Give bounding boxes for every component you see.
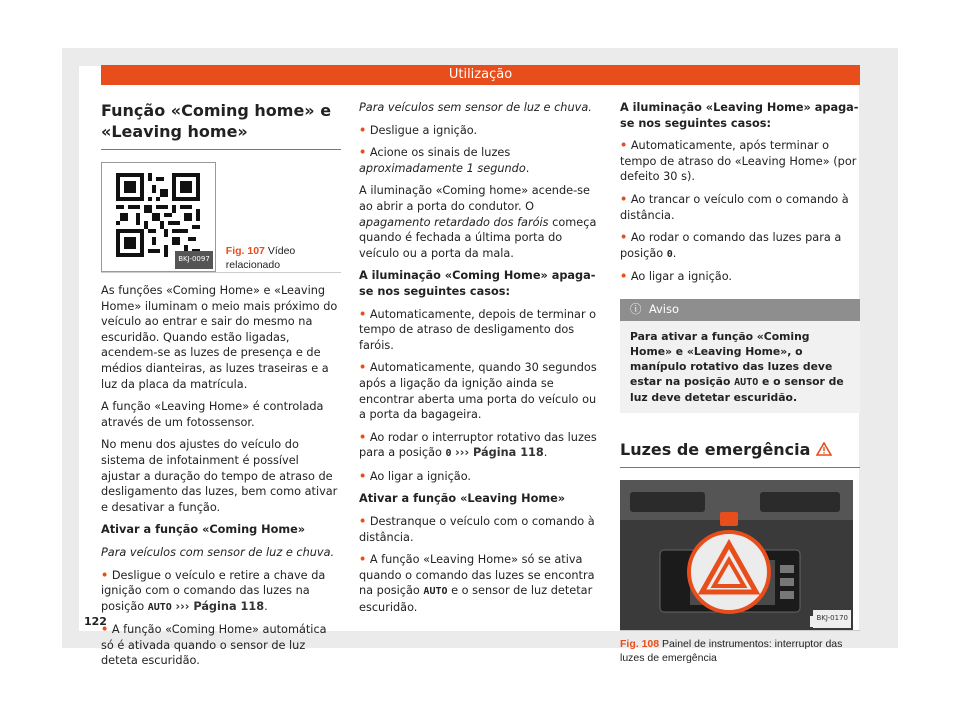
list-item: • Ao rodar o comando das luzes para a posição 0. bbox=[620, 231, 842, 260]
paragraph bbox=[359, 183, 603, 261]
bullet-icon: • bbox=[620, 270, 628, 284]
notice-header bbox=[620, 299, 860, 321]
list-text: A função «Leaving Home» só se ativa quando o comando das luzes se encontra na posição bbox=[359, 553, 595, 598]
zero-symbol: 0 bbox=[666, 248, 673, 260]
notice-text: Para ativar a função «Coming Home» e «Leaving Home», o manípulo rotativo das luzes deve estar na posição bbox=[630, 329, 833, 388]
bullet-icon: • bbox=[359, 553, 367, 567]
notice-body bbox=[620, 321, 860, 413]
zero-symbol: 0 bbox=[445, 448, 452, 460]
qr-code-icon bbox=[116, 173, 200, 257]
subheading: A iluminação «Leaving Home» apaga-se nos seguintes casos: bbox=[620, 101, 859, 130]
list-item: • Ao rodar o interruptor rotativo das luzes para a posição 0 ››› Página 118. bbox=[359, 430, 597, 460]
list-text: Automaticamente, depois de terminar o tempo de atraso de desligamento dos faróis. bbox=[359, 307, 597, 352]
notice-box bbox=[620, 299, 860, 413]
condition-note: Para veículos sem sensor de luz e chuva. bbox=[359, 101, 592, 114]
list-item bbox=[620, 269, 860, 285]
figure-caption bbox=[620, 630, 860, 665]
paragraph: A função «Leaving Home» é controlada através de um fotossensor. bbox=[101, 400, 324, 429]
bullet-icon: • bbox=[101, 623, 109, 637]
bullet-icon: • bbox=[359, 361, 367, 375]
paragraph-text: começa quando é fechada a última porta do veículo ou a porta da mala. bbox=[359, 215, 597, 260]
column-1 bbox=[101, 100, 341, 676]
list-item bbox=[359, 469, 603, 485]
info-icon: ⓘ bbox=[630, 301, 642, 316]
section-header: Utilização bbox=[101, 65, 860, 85]
page-number: 122 bbox=[84, 615, 107, 628]
list-item bbox=[359, 360, 603, 422]
list-item bbox=[620, 192, 860, 223]
list-text: Automaticamente, quando 30 segundos após a ligação da ignição ainda se encontrar aberta uma porta do veículo ou a porta da bagageira. bbox=[359, 361, 597, 422]
list-item bbox=[359, 552, 603, 615]
bullet-icon: • bbox=[359, 469, 367, 483]
figure-107 bbox=[101, 162, 341, 273]
page-link[interactable]: ››› Página 118 bbox=[455, 446, 544, 460]
column-3 bbox=[620, 100, 860, 665]
bullet-icon: • bbox=[359, 515, 367, 529]
figure-caption-text: Vídeo relacionado bbox=[225, 245, 296, 271]
list-text: Ao ligar a ignição. bbox=[369, 469, 472, 483]
bullet-icon: • bbox=[359, 307, 367, 321]
list-text: Automaticamente, após terminar o tempo de atraso do «Leaving Home» (por defeito 30 s). bbox=[620, 139, 857, 184]
condition-note: Para veículos com sensor de luz e chuva. bbox=[101, 545, 335, 559]
subheading: A iluminação «Coming Home» apaga-se nos seguintes casos: bbox=[359, 269, 596, 298]
section-heading-text: Luzes de emergência bbox=[620, 439, 811, 459]
warning-triangle-icon bbox=[816, 442, 832, 456]
column-2 bbox=[359, 100, 603, 623]
hazard-switch-photo bbox=[620, 480, 853, 630]
section-heading: Função «Coming home» e «Leaving home» bbox=[101, 100, 341, 150]
bullet-icon: • bbox=[101, 568, 109, 582]
list-item bbox=[359, 307, 603, 354]
list-text: Acione os sinais de luzes bbox=[369, 146, 511, 160]
list-text: Ao trancar o veículo com o comando à distância. bbox=[620, 192, 849, 222]
list-item bbox=[101, 622, 341, 669]
figure-caption bbox=[216, 244, 341, 272]
list-text: A função «Coming Home» automática só é ativada quando o sensor de luz deteta escuridão. bbox=[101, 623, 327, 668]
notice-text: e o sensor de luz deve detetar escuridão. bbox=[630, 374, 844, 404]
bullet-icon: • bbox=[359, 123, 367, 137]
subheading: Ativar a função «Coming Home» bbox=[101, 523, 306, 537]
list-text: Desligue o veículo e retire a chave da ignição com o comando das luzes na posição bbox=[101, 568, 326, 613]
figure-tag: BKJ-0097 bbox=[175, 251, 213, 269]
bullet-icon: • bbox=[620, 231, 628, 245]
paragraph-italic: apagamento retardado dos faróis bbox=[359, 215, 549, 229]
list-item: • Desligue o veículo e retire a chave da ignição com o comando das luzes na posição AUTO ››› Página 118. bbox=[101, 568, 326, 613]
bullet-icon: • bbox=[620, 139, 628, 153]
figure-number: Fig. 107 bbox=[225, 245, 265, 257]
section-heading bbox=[620, 439, 860, 468]
notice-title: Aviso bbox=[648, 301, 680, 316]
list-text-italic: aproximadamente 1 segundo bbox=[359, 161, 526, 175]
auto-symbol: AUTO bbox=[423, 586, 448, 598]
figure-number: Fig. 108 bbox=[620, 637, 660, 650]
figure-caption-text: Painel de instrumentos: interruptor das luzes de emergência bbox=[620, 637, 843, 664]
list-text: Ao rodar o interruptor rotativo das luzes para a posição bbox=[359, 430, 597, 460]
paragraph: As funções «Coming Home» e «Leaving Home» iluminam o meio mais próximo do veículo ao entrar e sair do mesmo na escuridão. Quando estão ligadas, acendem-se as luzes de presença e de médios dianteiras, as luzes traseiras e a luz da placa da matrícula. bbox=[101, 284, 338, 391]
qr-code-image[interactable] bbox=[101, 162, 216, 272]
bullet-icon: • bbox=[620, 192, 628, 206]
bullet-icon: • bbox=[359, 146, 367, 160]
figure-tag: BKJ-0170 bbox=[813, 610, 851, 628]
list-item bbox=[359, 123, 603, 139]
paragraph: No menu dos ajustes do veículo do sistema de infotainment é possível ajustar a duração do tempo de atraso de desligamento das luzes, bem como ativar e desativar a função. bbox=[101, 438, 338, 514]
auto-symbol: AUTO bbox=[147, 601, 172, 613]
list-text: Destranque o veículo com o comando à distância. bbox=[359, 515, 595, 544]
list-text: Ao ligar a ignição. bbox=[630, 270, 733, 284]
list-item bbox=[620, 138, 860, 185]
list-text: e o sensor de luz detetar escuridão. bbox=[359, 584, 593, 615]
list-item bbox=[359, 514, 603, 545]
auto-symbol: AUTO bbox=[734, 376, 759, 388]
list-text: Desligue a ignição. bbox=[369, 123, 478, 137]
bullet-icon: • bbox=[359, 430, 367, 444]
dashboard-illustration bbox=[620, 480, 853, 630]
list-item: • Acione os sinais de luzes aproximadamente 1 segundo. bbox=[359, 146, 530, 175]
list-text: Ao rodar o comando das luzes para a posição bbox=[620, 231, 842, 260]
paragraph-text: A iluminação «Coming home» acende-se ao abrir a porta do condutor. O bbox=[359, 184, 591, 213]
subheading: Ativar a função «Leaving Home» bbox=[359, 492, 566, 506]
page-link[interactable]: ››› Página 118 bbox=[175, 599, 265, 613]
